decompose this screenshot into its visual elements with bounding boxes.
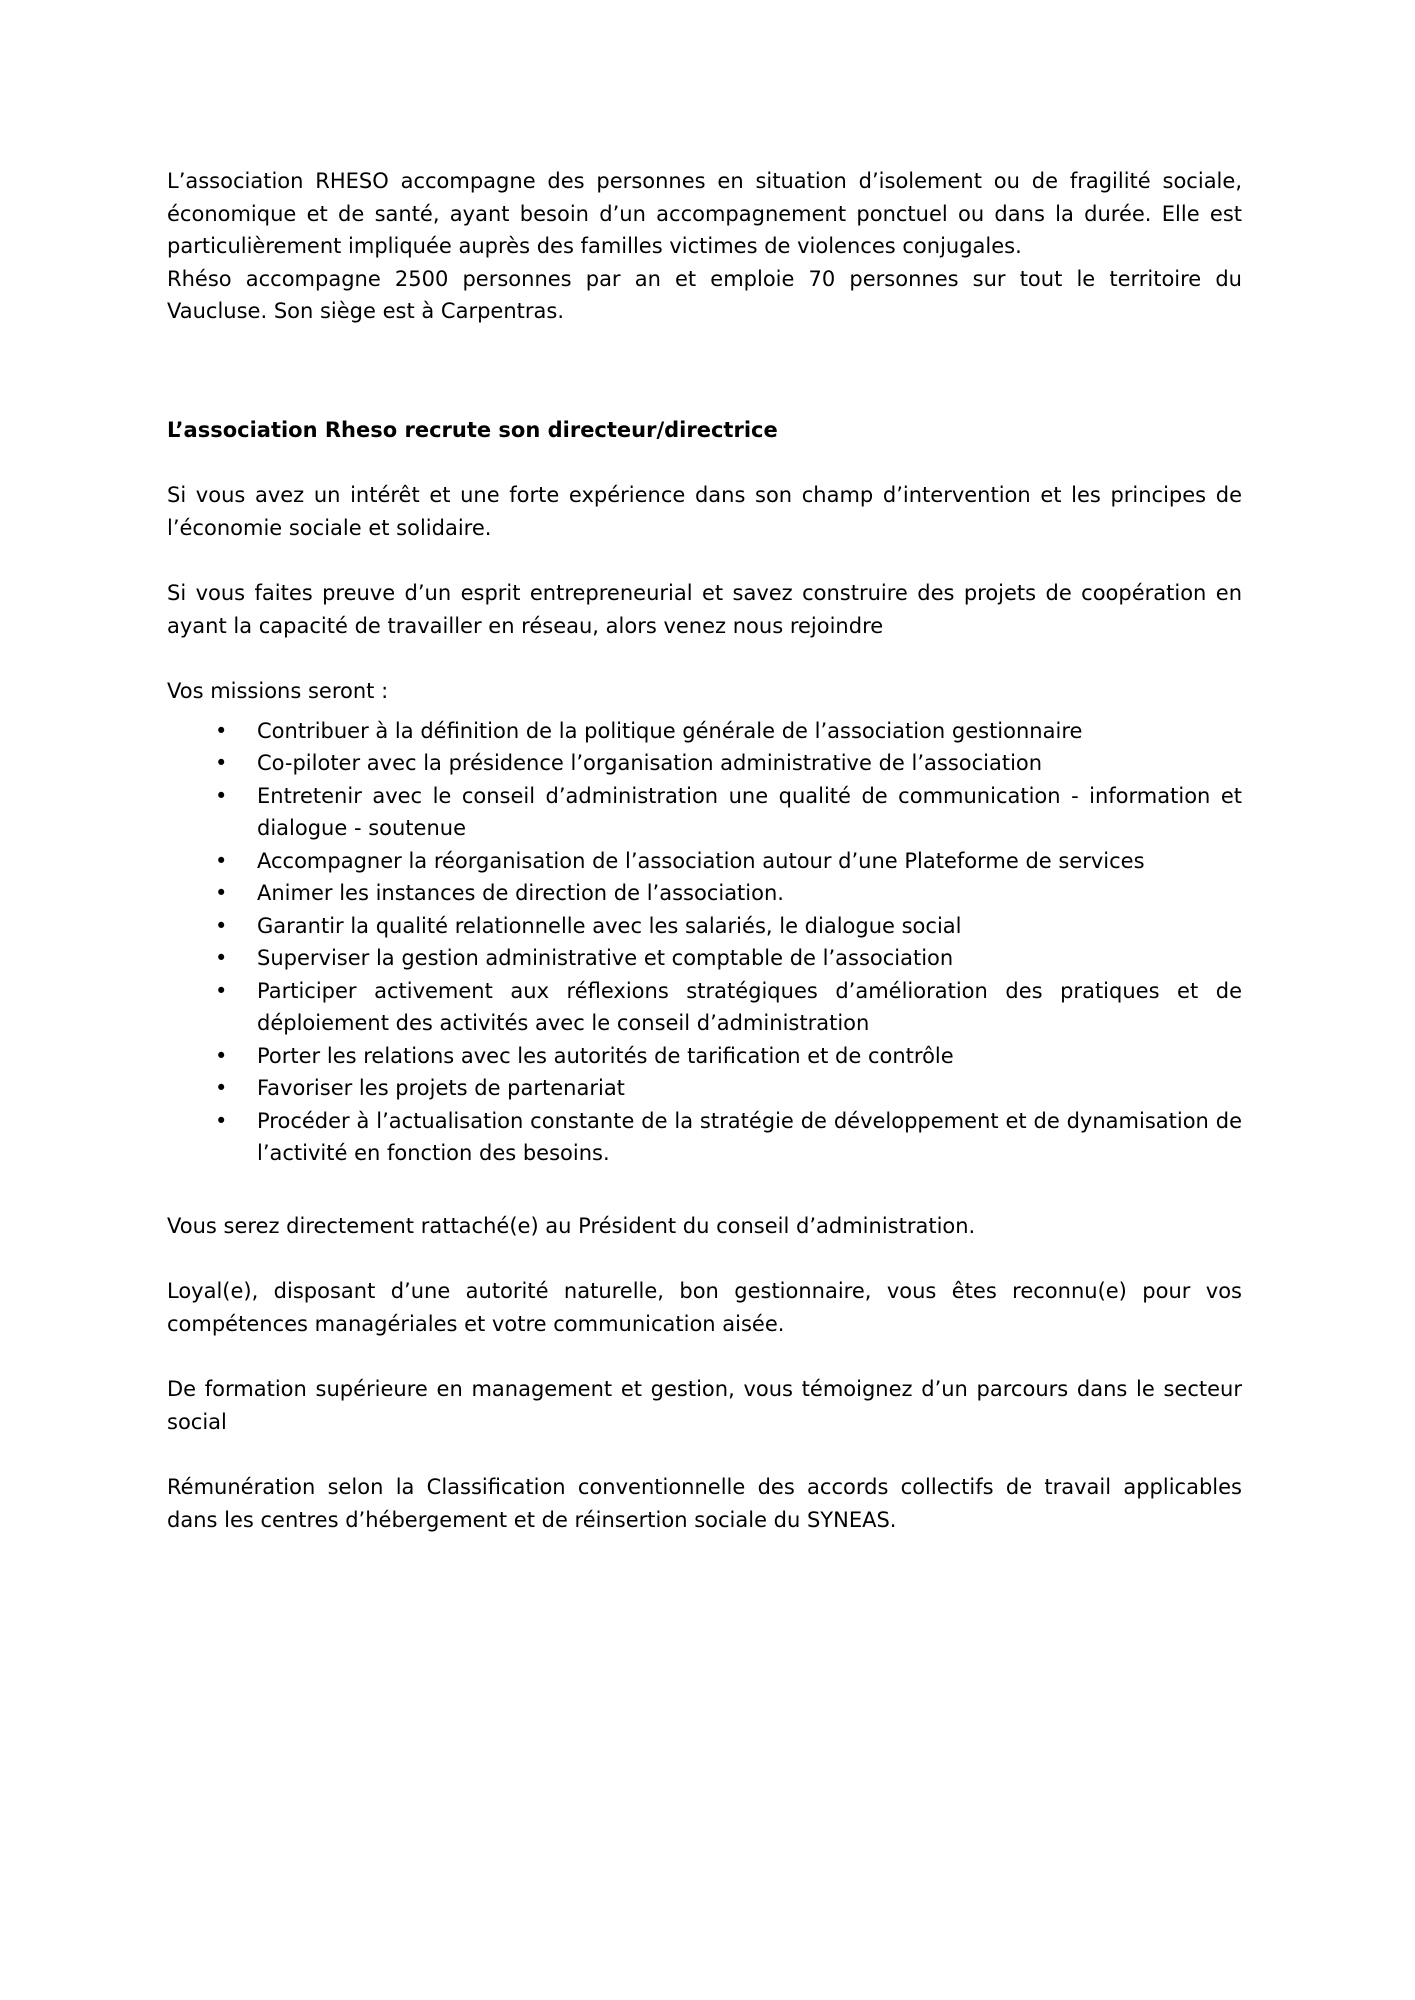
mission-item-text: Entretenir avec le conseil d’administration une qualité de communication - information et dialogue - soutenue: [257, 783, 1242, 840]
bullet-icon: •: [215, 881, 228, 905]
bullet-icon: •: [215, 848, 228, 873]
bullet-icon: •: [215, 1076, 228, 1100]
bullet-icon: •: [215, 1108, 228, 1133]
bullet-icon: •: [215, 946, 228, 970]
mission-item-text: Porter les relations avec les autorités de tarification et de contrôle: [257, 1043, 954, 1068]
mission-item-entretenir: [167, 780, 1242, 845]
mission-item-text: Contribuer à la définition de la politique générale de l’association gestionnaire: [257, 718, 1083, 743]
bullet-icon: •: [215, 751, 228, 775]
mission-item-animer: [167, 877, 1242, 910]
paragraph-remuneration: Rémunération selon la Classification conventionnelle des accords collectifs de travail applicables dans les centres d’hébergement et de réinsertion sociale du SYNEAS.: [167, 1475, 1242, 1532]
mission-item-favoriser: [167, 1072, 1242, 1105]
paragraph-entrepreneurial: Si vous faites preuve d’un esprit entrepreneurial et savez construire des projets de coopération en ayant la capacité de travailler en réseau, alors venez nous rejoindre: [167, 581, 1242, 638]
missions-list: [167, 715, 1242, 1170]
mission-item-politique: [167, 715, 1242, 748]
mission-item-text: Favoriser les projets de partenariat: [257, 1076, 625, 1100]
mission-item-text: Animer les instances de direction de l’association.: [257, 881, 784, 905]
paragraph-rattachement: Vous serez directement rattaché(e) au Président du conseil d’administration.: [167, 1213, 976, 1238]
mission-item-text: Accompagner la réorganisation de l’association autour d’une Plateforme de services: [257, 848, 1145, 873]
mission-item-participer: [167, 975, 1242, 1040]
bullet-icon: •: [215, 913, 228, 938]
mission-item-proceder: [167, 1105, 1242, 1170]
mission-item-text: Garantir la qualité relationnelle avec les salariés, le dialogue social: [257, 913, 962, 938]
intro-paragraph-association: L’association RHESO accompagne des personnes en situation d’isolement ou de fragilité sociale, économique et de santé, ayant besoin d’un accompagnement ponctuel ou dans la durée. Elle est particulièrement impliquée auprès des familles victimes de violences conjugales.: [167, 169, 1242, 258]
mission-item-text: Procéder à l’actualisation constante de la stratégie de développement et de dynamisation de l’activité en fonction des besoins.: [257, 1108, 1242, 1165]
bullet-icon: •: [215, 1043, 228, 1068]
mission-item-porter: [167, 1040, 1242, 1073]
paragraph-interest: Si vous avez un intérêt et une forte expérience dans son champ d’intervention et les principes de l’économie sociale et solidaire.: [167, 483, 1242, 540]
mission-item-text: Co-piloter avec la présidence l’organisation administrative de l’association: [257, 751, 1043, 775]
bullet-icon: •: [215, 718, 228, 743]
bullet-icon: •: [215, 783, 228, 808]
mission-item-accompagner: [167, 845, 1242, 878]
mission-item-text: Participer activement aux réflexions stratégiques d’amélioration des pratiques et de déploiement des activités avec le conseil d’administration: [257, 978, 1242, 1035]
mission-item-superviser: [167, 942, 1242, 975]
mission-item-garantir: [167, 910, 1242, 943]
missions-intro-label: Vos missions seront :: [167, 679, 389, 703]
mission-item-copiloter: [167, 747, 1242, 780]
mission-item-text: Superviser la gestion administrative et comptable de l’association: [257, 946, 954, 970]
recruitment-heading: L’association Rheso recrute son directeur/directrice: [167, 417, 778, 442]
paragraph-profil: Loyal(e), disposant d’une autorité naturelle, bon gestionnaire, vous êtes reconnu(e) pour vos compétences managériales et votre communication aisée.: [167, 1279, 1242, 1336]
intro-paragraph-figures: Rhéso accompagne 2500 personnes par an et emploie 70 personnes sur tout le territoire du Vaucluse. Son siège est à Carpentras.: [167, 266, 1242, 323]
bullet-icon: •: [215, 978, 228, 1003]
paragraph-formation: De formation supérieure en management et gestion, vous témoignez d’un parcours dans le secteur social: [167, 1377, 1242, 1434]
